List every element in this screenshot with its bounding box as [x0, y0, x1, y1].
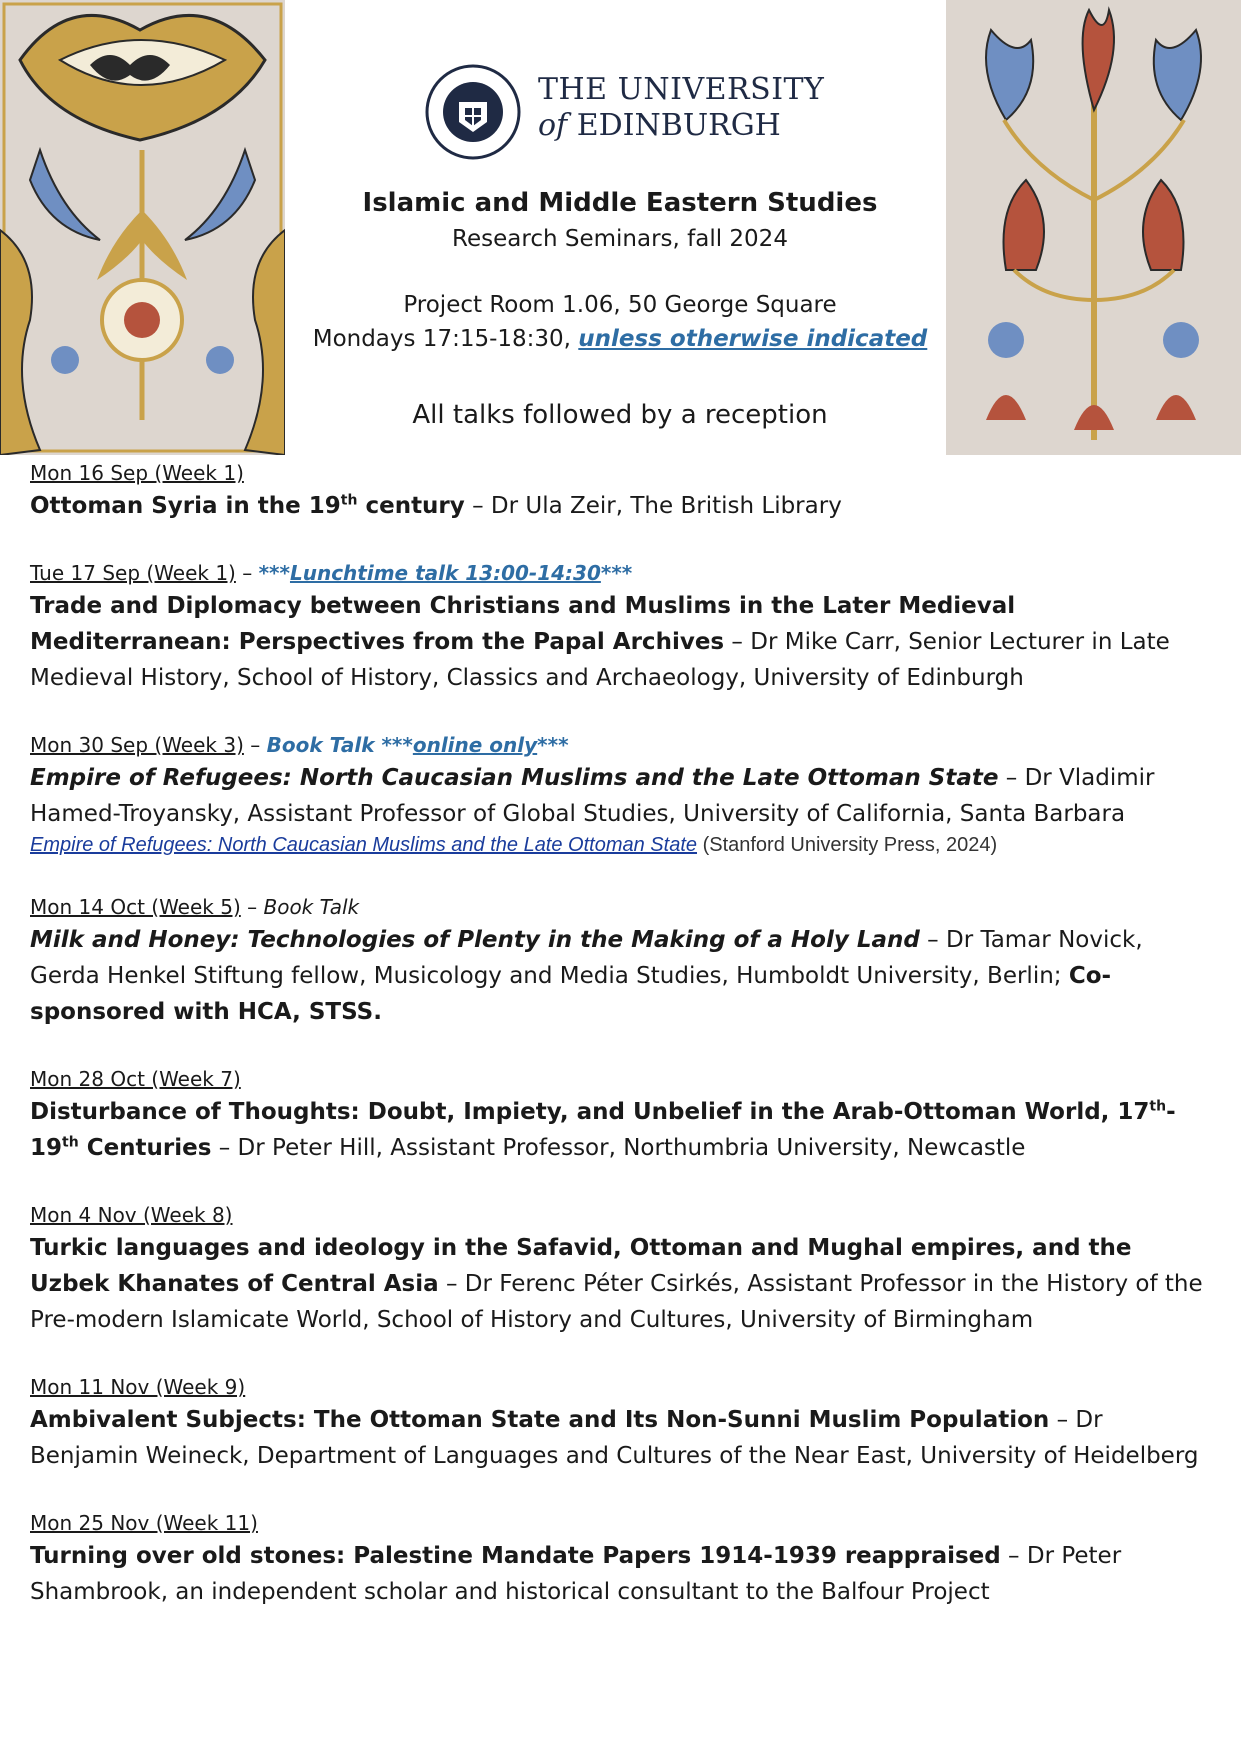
- seminar-speaker: – Dr Ula Zeir, The British Library: [464, 493, 842, 519]
- seminar-title: Ambivalent Subjects: The Ottoman State and Its Non-Sunni Muslim Population: [30, 1407, 1050, 1433]
- seminar-title: Trade and Diplomacy between Christians and Muslims in the Later Medieval Mediterranean: Perspectives from the Papal Archives: [30, 593, 1016, 655]
- reception-note: All talks followed by a reception: [412, 400, 828, 430]
- seminar-title: Turning over old stones: Palestine Mandate Papers 1914-1939 reappraised: [30, 1543, 1001, 1569]
- university-name-line2: [538, 108, 824, 144]
- book-publisher: (Stanford University Press, 2024): [697, 834, 998, 856]
- seminar-date: Mon 11 Nov (Week 9): [30, 1375, 246, 1399]
- seminar-date: Mon 25 Nov (Week 11): [30, 1511, 258, 1535]
- seminar-date: Mon 4 Nov (Week 8): [30, 1203, 233, 1227]
- seminar-description: [30, 760, 1215, 832]
- seminar-item: [30, 458, 1215, 524]
- seminar-description: [30, 1402, 1215, 1474]
- seminar-title: Disturbance of Thoughts: Doubt, Impiety, and Unbelief in the Arab-Ottoman World, 17th- 19th Centuries: [30, 1098, 1176, 1161]
- seminar-description: [30, 588, 1215, 696]
- floral-ornament-right: [946, 0, 1241, 455]
- university-seal-logo: [425, 64, 521, 160]
- seminar-speaker: – Dr Peter Hill, Assistant Professor, Northumbria University, Newcastle: [211, 1135, 1026, 1161]
- seminar-date: Mon 28 Oct (Week 7): [30, 1067, 241, 1091]
- seminar-speaker: – Dr Ferenc Péter Csirkés, Assistant Professor in the History of the Pre-modern Islamicate World, School of History and Cultures, University of Birmingham: [30, 1271, 1203, 1333]
- seminar-item: [30, 1508, 1215, 1610]
- university-name-line1: THE UNIVERSITY: [538, 72, 825, 107]
- seminar-item: [30, 730, 1215, 858]
- times-text: Mondays 17:15-18:30,: [312, 326, 579, 352]
- seminar-description: [30, 1094, 1215, 1166]
- book-reference: [30, 832, 1215, 858]
- book-link[interactable]: Empire of Refugees: North Caucasian Muslims and the Late Ottoman State: [30, 834, 698, 856]
- unless-otherwise-link[interactable]: unless otherwise indicated: [578, 326, 928, 352]
- seminar-speaker: – Dr Tamar Novick, Gerda Henkel Stiftung fellow, Musicology and Media Studies, Humboldt University, Berlin;: [30, 927, 1143, 989]
- seminar-list: [30, 458, 1215, 1644]
- seminar-title: Empire of Refugees: North Caucasian Muslims and the Late Ottoman State: [30, 765, 999, 791]
- university-name-edinburgh: EDINBURGH: [576, 108, 781, 143]
- seminar-speaker: – Dr Vladimir Hamed-Troyansky, Assistant Professor of Global Studies, University of California, Santa Barbara: [30, 765, 1155, 827]
- university-name-of: of: [538, 108, 568, 143]
- seminar-title: Milk and Honey: Technologies of Plenty in the Making of a Holy Land: [30, 927, 920, 953]
- seminar-date: Mon 30 Sep (Week 3) – Book Talk ***online only***: [30, 733, 569, 757]
- seminar-description: [30, 1538, 1215, 1610]
- seminar-description: [30, 1230, 1215, 1338]
- seminar-speaker: – Dr Benjamin Weineck, Department of Languages and Cultures of the Near East, University of Heidelberg: [30, 1407, 1199, 1469]
- seminar-speaker: – Dr Peter Shambrook, an independent scholar and historical consultant to the Balfour Project: [30, 1543, 1122, 1605]
- seminar-item: [30, 1064, 1215, 1166]
- cosponsor-note: Co-sponsored with HCA, STSS.: [30, 963, 1112, 1025]
- seminar-title: Turkic languages and ideology in the Safavid, Ottoman and Mughal empires, and the Uzbek Khanates of Central Asia: [30, 1235, 1132, 1297]
- seminar-description: [30, 488, 1215, 524]
- seminar-item: [30, 1200, 1215, 1338]
- floral-ornament-left: [0, 0, 285, 455]
- seminar-description: [30, 922, 1215, 1030]
- seminar-speaker: – Dr Mike Carr, Senior Lecturer in Late Medieval History, School of History, Classics and Archaeology, University of Edinburgh: [30, 629, 1170, 691]
- page-title: Islamic and Middle Eastern Studies: [362, 188, 878, 218]
- seminar-date: Mon 14 Oct (Week 5) – Book Talk: [30, 895, 360, 919]
- seminar-item: [30, 892, 1215, 1030]
- seminar-date: Tue 17 Sep (Week 1) – ***Lunchtime talk 13:00-14:30***: [30, 561, 633, 585]
- seminar-item: [30, 558, 1215, 696]
- online-only-link[interactable]: online only: [412, 733, 538, 757]
- page-subtitle: Research Seminars, fall 2024: [452, 226, 788, 252]
- lunchtime-talk-link[interactable]: Lunchtime talk 13:00-14:30: [289, 561, 601, 585]
- times-line: [300, 326, 940, 352]
- venue-line: Project Room 1.06, 50 George Square: [403, 292, 837, 318]
- university-wordmark: [538, 72, 824, 144]
- seminar-item: [30, 1372, 1215, 1474]
- seminar-title: Ottoman Syria in the 19th century: [30, 492, 465, 519]
- seminar-date: Mon 16 Sep (Week 1): [30, 461, 244, 485]
